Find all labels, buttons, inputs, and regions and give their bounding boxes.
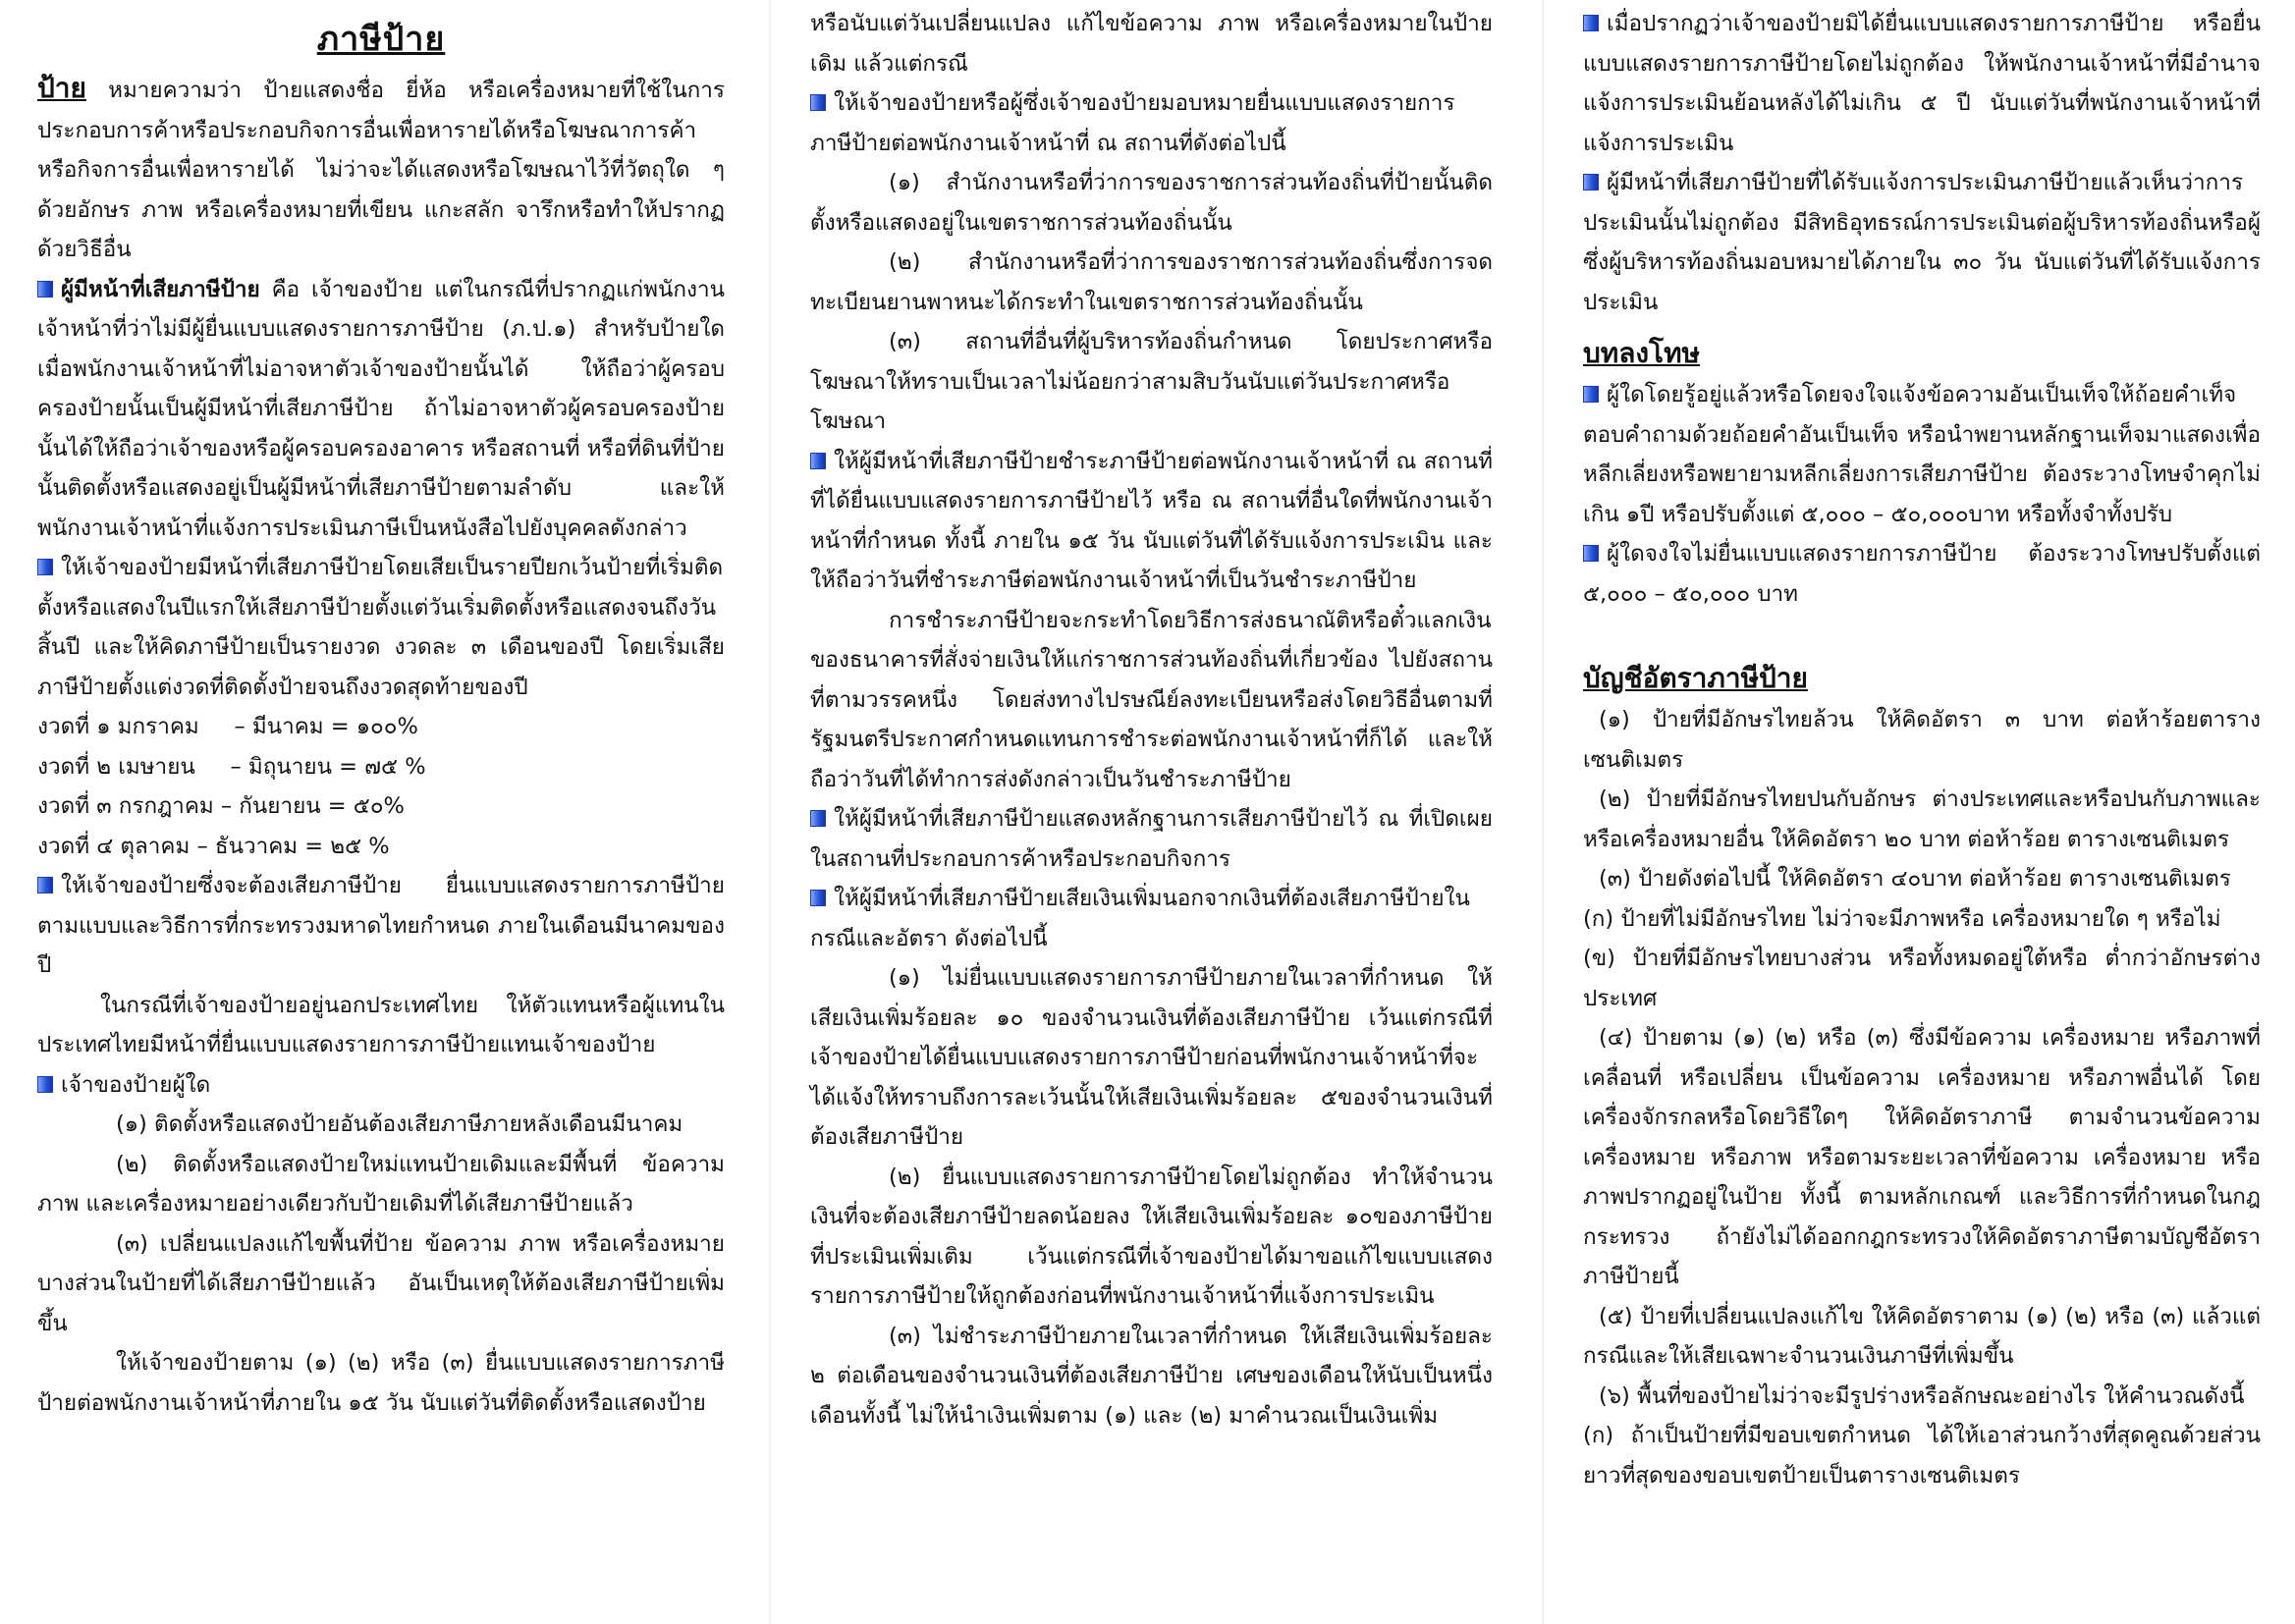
bullet-icon [810,810,826,827]
owner-tail-paragraph: ให้เจ้าของป้ายตาม (๑) (๒) หรือ (๓) ยื่นแบบแสดงรายการภาษีป้ายต่อพนักงานเจ้าหน้าที่ภายใน ๑๕ วัน นับแต่วันที่ติดตั้งหรือแสดงป้าย [37,1350,725,1416]
surcharge-item: (๓) ไม่ชำระภาษีป้ายภายในเวลาที่กำหนด ให้เสียเงินเพิ่มร้อยละ ๒ ต่อเดือนของจำนวนเงินที่ต้องเสียภาษีป้าย เศษของเดือนให้นับเป็นหนึ่งเดือนทั้งนี้ ไม่ให้นำเงินเพิ่มตาม (๑) และ (๒) มาคำนวณเป็นเงินเพิ่ม [810,1323,1493,1429]
bullet-icon [1583,386,1599,403]
bullet-icon [810,890,826,906]
payment-paragraph: ให้ผู้มีหน้าที่เสียภาษีป้ายชำระภาษีป้ายต่อพนักงานเจ้าหน้าที่ ณ สถานที่ที่ได้ยื่นแบบแสดงรายการภาษีป้ายไว้ หรือ ณ สถานที่อื่นใดที่พนักงานเจ้าหน้าที่กำหนด ทั้งนี้ ภายใน ๑๕ วัน นับแต่วันที่ได้รับแจ้งการประเมิน และให้ถือว่าวันที่ชำระภาษีต่อพนักงานเจ้าหน้าที่เป็นวันชำระภาษีป้าย [810,448,1493,593]
filing-paragraph: ให้เจ้าของป้ายซึ่งจะต้องเสียภาษีป้าย ยื่นแบบแสดงรายการภาษีป้ายตามแบบและวิธีการที่กระทรวงมหาดไทยกำหนด ภายในเดือนมีนาคมของปี [37,873,725,978]
bullet-icon [37,877,53,893]
rate-item: (๕) ป้ายที่เปลี่ยนแปลงแก้ไข ให้คิดอัตราตาม (๑) (๒) หรือ (๓) แล้วแต่กรณีและให้เสียเฉพาะจำนวนเงินภาษีที่เพิ่มขึ้น [1583,1303,2261,1369]
period-item: งวดที่ ๑ มกราคม – มีนาคม = ๑๐๐% [37,714,418,739]
owner-item: (๓) เปลี่ยนแปลงแก้ไขพื้นที่ป้าย ข้อความ ภาพ หรือเครื่องหมายบางส่วนในป้ายที่ได้เสียภาษีป้ายแล้ว อันเป็นเหตุให้ต้องเสียภาษีป้ายเพิ่มขึ้น [37,1230,725,1336]
fold-line [769,0,771,1624]
column-1 [37,12,725,1423]
bullet-icon [37,559,53,575]
period-item: งวดที่ ๔ ตุลาคม – ธันวาคม = ๒๕ % [37,833,390,859]
bullet-icon [1583,15,1599,31]
surcharge-item: (๑) ไม่ยื่นแบบแสดงรายการภาษีป้ายภายในเวลาที่กำหนด ให้เสียเงินเพิ่มร้อยละ ๑๐ ของจำนวนเงินที่ต้องเสียภาษีป้าย เว้นแต่กรณีที่เจ้าของป้ายได้ยื่นแบบแสดงรายการภาษีป้ายก่อนที่พนักงานเจ้าหน้าที่จะได้แจ้งให้ทราบถึงการละเว้นนั้นให้เสียเงินเพิ่มร้อยละ ๕ของจำนวนเงินที่ต้องเสียภาษีป้าย [810,965,1493,1150]
penalty-item: ผู้ใดโดยรู้อยู่แล้วหรือโดยจงใจแจ้งข้อความอันเป็นเท็จให้ถ้อยคำเท็จตอบคำถามด้วยถ้อยคำอันเป็นเท็จ หรือนำพยานหลักฐานเท็จมาแสดงเพื่อหลีกเลี่ยงหรือพยายามหลีกเลี่ยงการเสียภาษีป้าย ต้องระวางโทษจำคุกไม่เกิน ๑ปี หรือปรับตั้งแต่ ๕,๐๐๐ – ๕๐,๐๐๐บาท หรือทั้งจำทั้งปรับ [1583,382,2261,527]
bullet-icon [37,1076,53,1093]
rate-table-heading: บัญชีอัตราภาษีป้าย [1583,662,1808,694]
period-list [37,707,725,866]
bullet-icon [810,94,826,111]
owner-heading: เจ้าของป้ายผู้ใด [37,1065,725,1106]
submit-paragraph: ให้เจ้าของป้ายหรือผู้ซึ่งเจ้าของป้ายมอบหมายยื่นแบบแสดงรายการภาษีป้ายต่อพนักงานเจ้าหน้าที่ ณ สถานที่ดังต่อไปนี้ [810,90,1455,156]
fold-line [1542,0,1544,1624]
penalty-heading: บทลงโทษ [1583,337,1701,369]
owner-item: (๒) ติดตั้งหรือแสดงป้ายใหม่แทนป้ายเดิมและมีพื้นที่ ข้อความ ภาพ และเครื่องหมายอย่างเดียวกับป้ายเดิมที่ได้เสียภาษีป้ายแล้ว [37,1151,725,1217]
owner-item: (๑) ติดตั้งหรือแสดงป้ายอันต้องเสียภาษีภายหลังเดือนมีนาคม [116,1111,683,1137]
rate-subitem: (ก) ถ้าเป็นป้ายที่มีขอบเขตกำหนด ได้ให้เอาส่วนกว้างที่สุดคูณด้วยส่วนยาวที่สุดของขอบเขตป้ายเป็นตารางเซนติเมตร [1583,1423,2261,1489]
bullet-icon [37,281,53,298]
evidence-paragraph: ให้ผู้มีหน้าที่เสียภาษีป้ายแสดงหลักฐานการเสียภาษีป้ายไว้ ณ ที่เปิดเผยในสถานที่ประกอบการค้าหรือประกอบกิจการ [810,806,1493,872]
rate-subitem: (ก) ป้ายที่ไม่มีอักษรไทย ไม่ว่าจะมีภาพหรือ เครื่องหมายใด ๆ หรือไม่ [1583,905,2221,932]
rate-item: (๖) พื้นที่ของป้ายไม่ว่าจะมีรูปร่างหรือลักษณะอย่างไร ให้คำนวณดังนี้ [1599,1382,2245,1409]
column-3 [1583,4,2261,1495]
reassessment-paragraph: เมื่อปรากฏว่าเจ้าของป้ายมิได้ยื่นแบบแสดงรายการภาษีป้าย หรือยื่นแบบแสดงรายการภาษีป้ายโดยไม่ถูกต้อง ให้พนักงานเจ้าหน้าที่มีอำนาจแจ้งการประเมินย้อนหลังได้ไม่เกิน ๕ ปี นับแต่วันที่พนักงานเจ้าหน้าที่แจ้งการประเมิน [1583,11,2261,156]
bullet-icon [1583,174,1599,190]
rate-item: (๑) ป้ายที่มีอักษรไทยล้วน ให้คิดอัตรา ๓ บาท ต่อห้าร้อยตารางเซนติเมตร [1583,707,2261,773]
column-2 [810,4,1493,1435]
penalty-item: ผู้ใดจงใจไม่ยื่นแบบแสดงรายการภาษีป้าย ต้องระวางโทษปรับตั้งแต่ ๕,๐๐๐ – ๕๐,๐๐๐ บาท [1583,541,2261,607]
rate-subitem: (ข) ป้ายที่มีอักษรไทยบางส่วน หรือทั้งหมดอยู่ใต้หรือ ต่ำกว่าอักษรต่างประเทศ [1583,946,2261,1011]
surcharge-paragraph: ให้ผู้มีหน้าที่เสียภาษีป้ายเสียเงินเพิ่มนอกจากเงินที่ต้องเสียภาษีป้ายในกรณีและอัตรา ดังต่อไปนี้ [810,886,1470,951]
taxpayer-paragraph: ผู้มีหน้าที่เสียภาษีป้าย คือ เจ้าของป้าย แต่ในกรณีที่ปรากฏแก่พนักงานเจ้าหน้าที่ว่าไม่มีผู้ยื่นแบบแสดงรายการภาษีป้าย (ภ.ป.๑) สำหรับป้ายใด เมื่อพนักงานเจ้าหน้าที่ไม่อาจหาตัวเจ้าของป้ายนั้นได้ ให้ถือว่าผู้ครอบครองป้ายนั้นเป็นผู้มีหน้าที่เสียภาษีป้าย ถ้าไม่อาจหาตัวผู้ครอบครองป้ายนั้นได้ให้ถือว่าเจ้าของหรือผู้ครอบครองอาคาร หรือสถานที่ หรือที่ดินที่ป้ายนั้นติดตั้งหรือแสดงอยู่เป็นผู้มีหน้าที่เสียภาษีป้ายตามลำดับ และให้พนักงานเจ้าหน้าที่แจ้งการประเมินภาษีเป็นหนังสือไปยังบุคคลดังกล่าว [37,276,725,541]
abroad-paragraph: ในกรณีที่เจ้าของป้ายอยู่นอกประเทศไทย ให้ตัวแทนหรือผู้แทนในประเทศไทยมีหน้าที่ยื่นแบบแสดงรายการภาษีป้ายแทนเจ้าของป้าย [37,992,725,1057]
bullet-icon [1583,545,1599,562]
bullet-icon [810,453,826,469]
rate-item: (๒) ป้ายที่มีอักษรไทยปนกับอักษร ต่างประเทศและหรือปนกับภาพและหรือเครื่องหมายอื่น ให้คิดอัตรา ๒๐ บาท ต่อห้าร้อย ตารางเซนติเมตร [1583,786,2261,852]
place-item: (๒) สำนักงานหรือที่ว่าการของราชการส่วนท้องถิ่นซึ่งการจดทะเบียนยานพาหนะได้กระทำในเขตราชการส่วนท้องถิ่นนั้น [810,249,1493,315]
place-item: (๑) สำนักงานหรือที่ว่าการของราชการส่วนท้องถิ่นที่ป้ายนั้นติดตั้งหรือแสดงอยู่ในเขตราชการส่วนท้องถิ่นนั้น [810,170,1493,236]
surcharge-item: (๒) ยื่นแบบแสดงรายการภาษีป้ายโดยไม่ถูกต้อง ทำให้จำนวนเงินที่จะต้องเสียภาษีป้ายลดน้อยลง ให้เสียเงินเพิ่มร้อยละ ๑๐ของภาษีป้ายที่ประเมินเพิ่มเติม เว้นแต่กรณีที่เจ้าของป้ายได้มาขอแก้ไขแบบแสดงรายการภาษีป้ายให้ถูกต้องก่อนที่พนักงานเจ้าหน้าที่แจ้งการประเมิน [810,1164,1493,1309]
period-item: งวดที่ ๓ กรกฎาคม – กันยายน = ๕๐% [37,793,405,819]
taxpayer-term: ผู้มีหน้าที่เสียภาษีป้าย [61,276,260,302]
rate-item: (๔) ป้ายตาม (๑) (๒) หรือ (๓) ซึ่งมีข้อความ เครื่องหมาย หรือภาพที่เคลื่อนที่ หรือเปลี่ยน เป็นข้อความ เครื่องหมาย หรือภาพอื่นได้ โดยเครื่องจักรกลหรือโดยวิธีใดๆ ให้คิดอัตราภาษี ตามจำนวนข้อความ เครื่องหมาย หรือภาพ หรือตามระยะเวลาที่ข้อความ เครื่องหมาย หรือภาพปรากฏอยู่ในป้าย ทั้งนี้ ตามหลักเกณฑ์ และวิธีการที่กำหนดในกฎกระทรวง ถ้ายังไม่ได้ออกกฎกระทรวงให้คิดอัตราภาษีตามบัญชีอัตราภาษีป้ายนี้ [1583,1025,2261,1289]
place-item: (๓) สถานที่อื่นที่ผู้บริหารท้องถิ่นกำหนด โดยประกาศหรือโฆษณาให้ทราบเป็นเวลาไม่น้อยกว่าสามสิบวันนับแต่วันประกาศหรือโฆษณา [810,329,1493,434]
continued-paragraph: หรือนับแต่วันเปลี่ยนแปลง แก้ไขข้อความ ภาพ หรือเครื่องหมายในป้ายเดิม แล้วแต่กรณี [810,11,1493,77]
page-title: ภาษีป้าย [316,20,446,59]
appeal-paragraph: ผู้มีหน้าที่เสียภาษีป้ายที่ได้รับแจ้งการประเมินภาษีป้ายแล้วเห็นว่าการประเมินนั้นไม่ถูกต้อง มีสิทธิอุทธรณ์การประเมินต่อผู้บริหารท้องถิ่นหรือผู้ซึ่งผู้บริหารท้องถิ่นมอบหมายได้ภายใน ๓๐ วัน นับแต่วันที่ได้รับแจ้งการประเมิน [1583,170,2261,315]
definition-term: ป้าย [37,72,86,104]
definition-paragraph: ป้าย หมายความว่า ป้ายแสดงชื่อ ยี่ห้อ หรือเครื่องหมายที่ใช้ในการประกอบการค้าหรือประกอบกิจการอื่นเพื่อหารายได้หรือโฆษณาการค้าหรือกิจการอื่นเพื่อหารายได้ ไม่ว่าจะได้แสดงหรือโฆษณาไว้ที่วัตถุใด ๆ ด้วยอักษร ภาพ หรือเครื่องหมายที่เขียน แกะสลัก จารึกหรือทำให้ปรากฏด้วยวิธีอื่น [37,72,725,262]
period-item: งวดที่ ๒ เมษายน – มิถุนายน = ๗๕ % [37,753,426,780]
annual-paragraph: ให้เจ้าของป้ายมีหน้าที่เสียภาษีป้ายโดยเสียเป็นรายปียกเว้นป้ายที่เริ่มติดตั้งหรือแสดงในปีแรกให้เสียภาษีป้ายตั้งแต่วันเริ่มติดตั้งหรือแสดงจนถึงวันสิ้นปี และให้คิดภาษีป้ายเป็นรายงวด งวดละ ๓ เดือนของปี โดยเริ่มเสียภาษีป้ายตั้งแต่งวดที่ติดตั้งป้ายจนถึงงวดสุดท้ายของปี [37,555,725,700]
payment-method-paragraph: การชำระภาษีป้ายจะกระทำโดยวิธีการส่งธนาณัติหรือตั๋วแลกเงินของธนาคารที่สั่งจ่ายเงินให้แก่ราชการส่วนท้องถิ่นที่เกี่ยวข้อง ไปยังสถานที่ตามวรรคหนึ่ง โดยส่งทางไปรษณีย์ลงทะเบียนหรือส่งโดยวิธีอื่นตามที่รัฐมนตรีประกาศกำหนดแทนการชำระต่อพนักงานเจ้าหน้าที่ก็ได้ และให้ถือว่าวันที่ได้ทำการส่งดังกล่าวเป็นวันชำระภาษีป้าย [810,607,1493,792]
rate-item: (๓) ป้ายดังต่อไปนี้ ให้คิดอัตรา ๔๐บาท ต่อห้าร้อย ตารางเซนติเมตร [1599,866,2231,892]
